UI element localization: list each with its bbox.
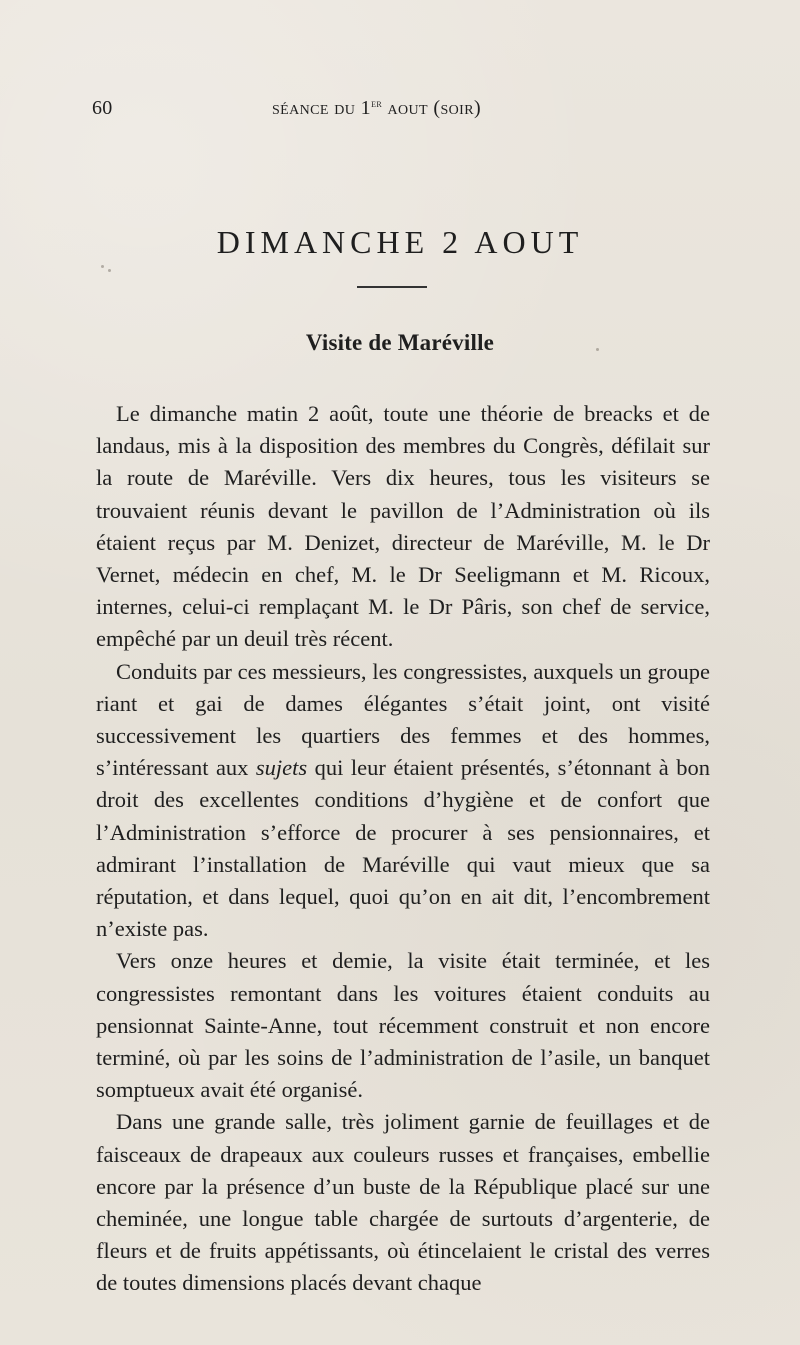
paragraph-2 [96,656,710,946]
paragraph-3: Vers onze heures et demie, la visite était terminée, et les congressistes remontant dans les voitures étaient conduits au pensionnat Sainte-Anne, tout récemment construit et non encore terminé, où par les soins de l’administration de l’asile, un banquet somptueux avait été organisé. [96,948,710,1103]
paper-speck [101,265,104,268]
paragraph-1: Le dimanche matin 2 août, toute une théorie de breacks et de landaus, mis à la disposition des membres du Congrès, défilait sur la route de Maréville. Vers dix heures, tous les visiteurs se trouvaient réunis devant le pavillon de l’Administration où ils étaient reçus par M. Denizet, directeur de Maréville, M. le Dr Vernet, médecin en chef, M. le Dr Seeligmann et M. Ricoux, internes, celui-ci remplaçant M. le Dr Pâris, son chef de service, empêché par un deuil très récent. [96,401,710,652]
running-head-prefix: séance du 1 [272,97,372,119]
paragraph-2-text-end: qui leur étaient présentés, s’étonnant à bon droit des excellentes conditions d’hygiène et de confort que l’Administration s’efforce de procurer à ses pensionnaires, et admirant l’installation de Maréville qui vaut mieux que sa réputation, et dans lequel, quoi qu’on en ait dit, l’encombrement n’existe pas. [96,755,710,942]
running-head-suffix: aout (soir) [382,97,482,119]
section-title: Visite de Maréville [305,330,495,355]
italic-word: sujets [255,755,308,781]
running-head-superscript: er [371,98,383,110]
paragraph-2-text-start: Conduits par ces messieurs, les congressistes, auxquels un groupe riant et gai de dames élégantes s’était joint, ont visité successivement les quartiers des femmes et des hommes, s’intéressant aux [96,658,710,781]
paper-speck [108,269,111,272]
article-body [96,398,710,1300]
day-title: DIMANCHE 2 AOUT [216,224,584,260]
running-head [272,97,481,120]
page-header [90,97,710,127]
section-divider [357,286,427,288]
page-number: 60 [92,97,113,119]
paragraph-4: Dans une grande salle, très joliment garnie de feuillages et de faisceaux de drapeaux aux couleurs russes et françaises, embellie encore par la présence d’un buste de la République placé sur une cheminée, une longue table chargée de surtouts d’argenterie, de fleurs et de fruits appétissants, où étincelaient le cristal des verres de toutes dimensions placés devant chaque [96,1109,710,1296]
paper-speck [596,348,599,351]
